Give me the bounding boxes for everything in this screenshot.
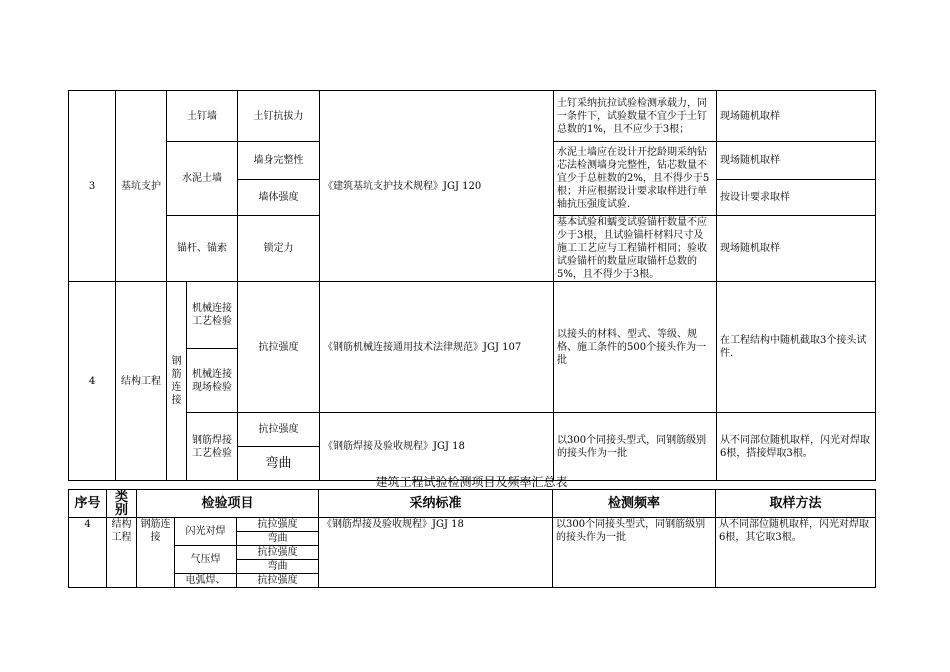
method-cell: 现场随机取样 [717,216,876,282]
standard-cell: 《钢筋焊接及验收规程》JGJ 18 [320,413,554,481]
method-cell: 现场随机取样 [717,91,876,142]
method-cell: 在工程结构中随机截取3个接头试件. [717,282,876,413]
subcategory-cell: 钢筋连接 [167,282,187,481]
param-cell: 抗拉强度 [237,546,319,560]
item-cell: 闪光对焊 [175,518,237,546]
category-cell: 基坑支护 [116,91,167,282]
param-cell: 弯曲 [237,532,319,546]
inspection-summary-table [68,489,876,588]
param-cell: 抗拉强度 [237,574,319,588]
method-cell: 按设计要求取样 [717,180,876,216]
header-item: 检验项目 [137,490,319,518]
item-cell: 气压焊 [175,546,237,574]
method-cell: 现场随机取样 [717,142,876,180]
category-cell: 结构工程 [116,282,167,481]
standard-cell: 《钢筋机械连接通用技术法律规范》JGJ 107 [320,282,554,413]
item-cell: 锚杆、锚索 [167,216,238,282]
frequency-cell: 以接头的材料、型式、等级、规格、施工条件的500个接头作为一批 [554,282,717,413]
method-cell: 从不同部位随机取样，闪光对焊取6根，搭接焊取3根。 [717,413,876,481]
header-standard: 采纳标准 [319,490,553,518]
frequency-cell: 以300个同接头型式，同钢筋级别的接头作为一批 [554,413,717,481]
param-cell: 墙身完整性 [238,142,320,180]
param-cell: 弯曲 [237,560,319,574]
standard-cell: 《钢筋焊接及验收规程》JGJ 18 [319,518,553,588]
frequency-cell: 以300个同接头型式，同钢筋级别的接头作为一批 [553,518,716,588]
header-method: 取样方法 [716,490,876,518]
param-cell: 锁定力 [238,216,320,282]
method-cell: 从不同部位随机取样，闪光对焊取6根，其它取3根。 [716,518,876,588]
header-no: 序号 [69,490,107,518]
row-number: 4 [69,518,107,588]
item-cell: 土钉墙 [167,91,238,142]
param-cell: 抗拉强度 [238,413,320,447]
param-cell: 弯曲 [238,447,320,481]
frequency-cell: 水泥土墙应在设计开挖龄期采纳钻芯法检测墙身完整性，钻芯数量不宜少于总桩数的2%，且不得少于5根；并应根据设计要求取样进行单轴抗压强度试验. [554,142,717,216]
inspection-table-continued [68,90,876,481]
table-caption: 建筑工程试验检测项目及频率汇总表 [375,475,568,489]
item-cell: 电弧焊、 [175,574,237,588]
row-number: 4 [69,282,116,481]
param-cell: 墙体强度 [238,180,320,216]
item-cell: 机械连接工艺检验 [187,282,238,349]
param-cell: 抗拉强度 [237,518,319,532]
row-number: 3 [69,91,116,282]
item-cell: 钢筋焊接工艺检验 [187,413,238,481]
frequency-cell: 基本试验和蠕变试验锚杆数量不应少于3根，且试验锚杆材料尺寸及施工工艺应与工程锚杆相同；验收试验锚杆的数量应取锚杆总数的5%，且不得少于3根。 [554,216,717,282]
standard-cell: 《建筑基坑支护技术规程》JGJ 120 [320,91,554,282]
param-cell: 抗拉强度 [238,282,320,413]
item-cell: 水泥土墙 [167,142,238,216]
header-category: 类别 [107,490,137,518]
param-cell: 土钉抗拔力 [238,91,320,142]
category-cell: 结构工程 [107,518,137,588]
header-frequency: 检测频率 [553,490,716,518]
item-cell: 机械连接现场检验 [187,349,238,413]
frequency-cell: 土钉采纳抗拉试验检测承载力，同一条件下，试验数量不宜少于土钉总数的1%，且不应少于3根； [554,91,717,142]
subcategory-cell: 钢筋连接 [137,518,175,588]
